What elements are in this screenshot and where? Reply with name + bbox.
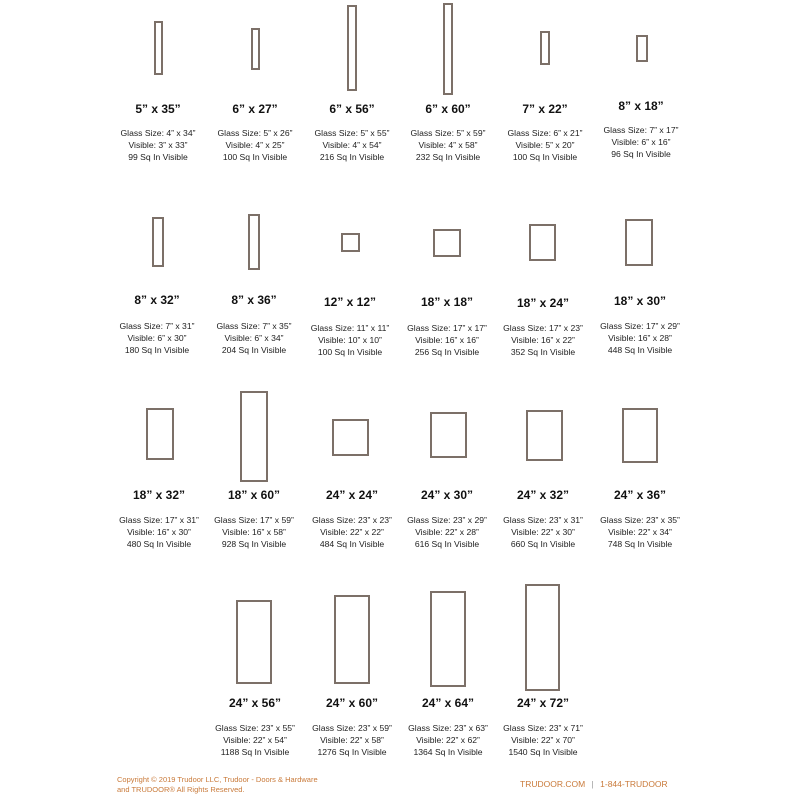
size-details bbox=[392, 514, 502, 550]
visible-size: Visible: 16” x 28” bbox=[608, 333, 672, 343]
visible-area: 96 Sq In Visible bbox=[611, 149, 671, 159]
size-label: 24” x 64” bbox=[421, 696, 475, 710]
visible-area: 1276 Sq In Visible bbox=[317, 747, 387, 757]
visible-area: 99 Sq In Visible bbox=[128, 152, 188, 162]
visible-area: 1540 Sq In Visible bbox=[508, 747, 578, 757]
size-details bbox=[295, 322, 405, 358]
glass-frame bbox=[526, 410, 563, 461]
glass-frame bbox=[248, 214, 260, 270]
glass-size: Glass Size: 5” x 55” bbox=[314, 128, 390, 138]
size-label: 24” x 30” bbox=[420, 488, 474, 502]
glass-size: Glass Size: 4” x 34” bbox=[120, 128, 196, 138]
visible-size: Visible: 22” x 70” bbox=[511, 735, 575, 745]
visible-size: Visible: 16” x 30” bbox=[127, 527, 191, 537]
visible-area: 1364 Sq In Visible bbox=[413, 747, 483, 757]
glass-frame bbox=[636, 35, 648, 62]
contact-info bbox=[520, 779, 668, 789]
visible-size: Visible: 10” x 10” bbox=[318, 335, 382, 345]
visible-area: 352 Sq In Visible bbox=[510, 347, 576, 357]
glass-size: Glass Size: 23” x 31” bbox=[503, 515, 583, 525]
glass-frame bbox=[240, 391, 268, 482]
size-label: 5” x 35” bbox=[135, 102, 181, 116]
visible-area: 100 Sq In Visible bbox=[512, 152, 578, 162]
glass-size: Glass Size: 7” x 35” bbox=[216, 321, 292, 331]
visible-size: Visible: 22” x 54” bbox=[223, 735, 287, 745]
glass-size: Glass Size: 17” x 23” bbox=[503, 323, 583, 333]
visible-size: Visible: 16” x 58” bbox=[222, 527, 286, 537]
glass-frame bbox=[430, 591, 466, 687]
size-details bbox=[488, 722, 598, 758]
size-label: 24” x 56” bbox=[228, 696, 282, 710]
visible-area: 480 Sq In Visible bbox=[126, 539, 192, 549]
glass-frame bbox=[146, 408, 174, 460]
size-label: 18” x 32” bbox=[132, 488, 186, 502]
glass-size: Glass Size: 6” x 21” bbox=[507, 128, 583, 138]
glass-size: Glass Size: 17” x 59” bbox=[214, 515, 294, 525]
website-link[interactable]: TRUDOOR.COM bbox=[520, 779, 586, 789]
visible-area: 204 Sq In Visible bbox=[221, 345, 287, 355]
visible-area: 232 Sq In Visible bbox=[415, 152, 481, 162]
size-label: 6” x 56” bbox=[329, 102, 375, 116]
glass-size: Glass Size: 23” x 29” bbox=[407, 515, 487, 525]
glass-frame bbox=[622, 408, 658, 463]
glass-frame bbox=[152, 217, 164, 267]
visible-size: Visible: 5” x 20” bbox=[515, 140, 575, 150]
glass-frame bbox=[443, 3, 453, 95]
size-label: 24” x 24” bbox=[325, 488, 379, 502]
size-details bbox=[585, 320, 695, 356]
visible-size: Visible: 22” x 30” bbox=[511, 527, 575, 537]
size-details bbox=[200, 722, 310, 758]
visible-size: Visible: 22” x 34” bbox=[608, 527, 672, 537]
size-details bbox=[199, 514, 309, 550]
visible-size: Visible: 22” x 28” bbox=[415, 527, 479, 537]
size-label: 7” x 22” bbox=[522, 102, 568, 116]
size-details bbox=[199, 320, 309, 356]
visible-size: Visible: 4” x 54” bbox=[322, 140, 382, 150]
size-details bbox=[200, 127, 310, 163]
visible-area: 100 Sq In Visible bbox=[317, 347, 383, 357]
visible-area: 448 Sq In Visible bbox=[607, 345, 673, 355]
visible-size: Visible: 6” x 16” bbox=[611, 137, 671, 147]
visible-size: Visible: 16” x 16” bbox=[415, 335, 479, 345]
size-label: 24” x 32” bbox=[516, 488, 570, 502]
size-details bbox=[488, 322, 598, 358]
separator: | bbox=[591, 779, 594, 789]
size-details bbox=[586, 124, 696, 160]
visible-size: Visible: 22” x 62” bbox=[416, 735, 480, 745]
visible-size: Visible: 16” x 22” bbox=[511, 335, 575, 345]
glass-size: Glass Size: 7” x 17” bbox=[603, 125, 679, 135]
visible-area: 256 Sq In Visible bbox=[414, 347, 480, 357]
glass-frame bbox=[525, 584, 560, 691]
copyright-notice bbox=[117, 775, 318, 794]
size-label: 24” x 60” bbox=[325, 696, 379, 710]
size-details bbox=[104, 514, 214, 550]
glass-frame bbox=[251, 28, 260, 70]
glass-frame bbox=[347, 5, 357, 91]
size-details bbox=[392, 322, 502, 358]
size-label: 8” x 32” bbox=[134, 293, 180, 307]
glass-size: Glass Size: 7” x 31” bbox=[119, 321, 195, 331]
visible-area: 660 Sq In Visible bbox=[510, 539, 576, 549]
size-label: 18” x 30” bbox=[613, 294, 667, 308]
visible-size: Visible: 6” x 30” bbox=[127, 333, 187, 343]
copyright-line-1: Copyright © 2019 Trudoor LLC, Trudoor - Doors & Hardware bbox=[117, 775, 318, 784]
glass-size: Glass Size: 23” x 55” bbox=[215, 723, 295, 733]
phone-number[interactable]: 1-844-TRUDOOR bbox=[600, 779, 668, 789]
size-label: 12” x 12” bbox=[323, 295, 377, 309]
glass-frame bbox=[236, 600, 272, 684]
visible-area: 616 Sq In Visible bbox=[414, 539, 480, 549]
glass-size: Glass Size: 23” x 59” bbox=[312, 723, 392, 733]
size-label: 18” x 18” bbox=[420, 295, 474, 309]
glass-size: Glass Size: 17” x 29” bbox=[600, 321, 680, 331]
size-details bbox=[297, 514, 407, 550]
glass-size: Glass Size: 23” x 23” bbox=[312, 515, 392, 525]
glass-size: Glass Size: 23” x 71” bbox=[503, 723, 583, 733]
copyright-line-2: and TRUDOOR® All Rights Reserved. bbox=[117, 784, 245, 794]
size-details bbox=[297, 722, 407, 758]
size-label: 18” x 24” bbox=[516, 296, 570, 310]
visible-size: Visible: 4” x 25” bbox=[225, 140, 285, 150]
glass-frame bbox=[540, 31, 550, 65]
visible-size: Visible: 4” x 58” bbox=[418, 140, 478, 150]
glass-size: Glass Size: 17” x 31” bbox=[119, 515, 199, 525]
visible-size: Visible: 22” x 22” bbox=[320, 527, 384, 537]
glass-frame bbox=[332, 419, 369, 456]
glass-size: Glass Size: 5” x 59” bbox=[410, 128, 486, 138]
size-label: 24” x 36” bbox=[613, 488, 667, 502]
glass-frame bbox=[341, 233, 360, 252]
glass-size: Glass Size: 23” x 63” bbox=[408, 723, 488, 733]
size-details bbox=[490, 127, 600, 163]
glass-size: Glass Size: 11” x 11” bbox=[310, 323, 390, 333]
glass-size: Glass Size: 23” x 35” bbox=[600, 515, 680, 525]
glass-frame bbox=[154, 21, 163, 75]
visible-area: 100 Sq In Visible bbox=[222, 152, 288, 162]
visible-area: 216 Sq In Visible bbox=[319, 152, 385, 162]
visible-size: Visible: 3” x 33” bbox=[128, 140, 188, 150]
glass-frame bbox=[433, 229, 461, 257]
size-details bbox=[297, 127, 407, 163]
visible-size: Visible: 6” x 34” bbox=[224, 333, 284, 343]
glass-frame bbox=[334, 595, 370, 684]
size-label: 8” x 18” bbox=[618, 99, 664, 113]
visible-area: 484 Sq In Visible bbox=[319, 539, 385, 549]
glass-size: Glass Size: 17” x 17” bbox=[407, 323, 487, 333]
visible-area: 1188 Sq In Visible bbox=[220, 747, 290, 757]
size-label: 6” x 60” bbox=[425, 102, 471, 116]
size-details bbox=[393, 722, 503, 758]
size-label: 24” x 72” bbox=[516, 696, 570, 710]
glass-size: Glass Size: 5” x 26” bbox=[217, 128, 293, 138]
size-details bbox=[103, 127, 213, 163]
visible-size: Visible: 22” x 58” bbox=[320, 735, 384, 745]
size-details bbox=[102, 320, 212, 356]
size-details bbox=[393, 127, 503, 163]
glass-frame bbox=[625, 219, 653, 266]
size-label: 8” x 36” bbox=[231, 293, 277, 307]
size-label: 18” x 60” bbox=[227, 488, 281, 502]
glass-frame bbox=[430, 412, 467, 458]
visible-area: 748 Sq In Visible bbox=[607, 539, 673, 549]
visible-area: 928 Sq In Visible bbox=[221, 539, 287, 549]
size-label: 6” x 27” bbox=[232, 102, 278, 116]
size-details bbox=[585, 514, 695, 550]
glass-frame bbox=[529, 224, 556, 261]
size-details bbox=[488, 514, 598, 550]
visible-area: 180 Sq In Visible bbox=[124, 345, 190, 355]
